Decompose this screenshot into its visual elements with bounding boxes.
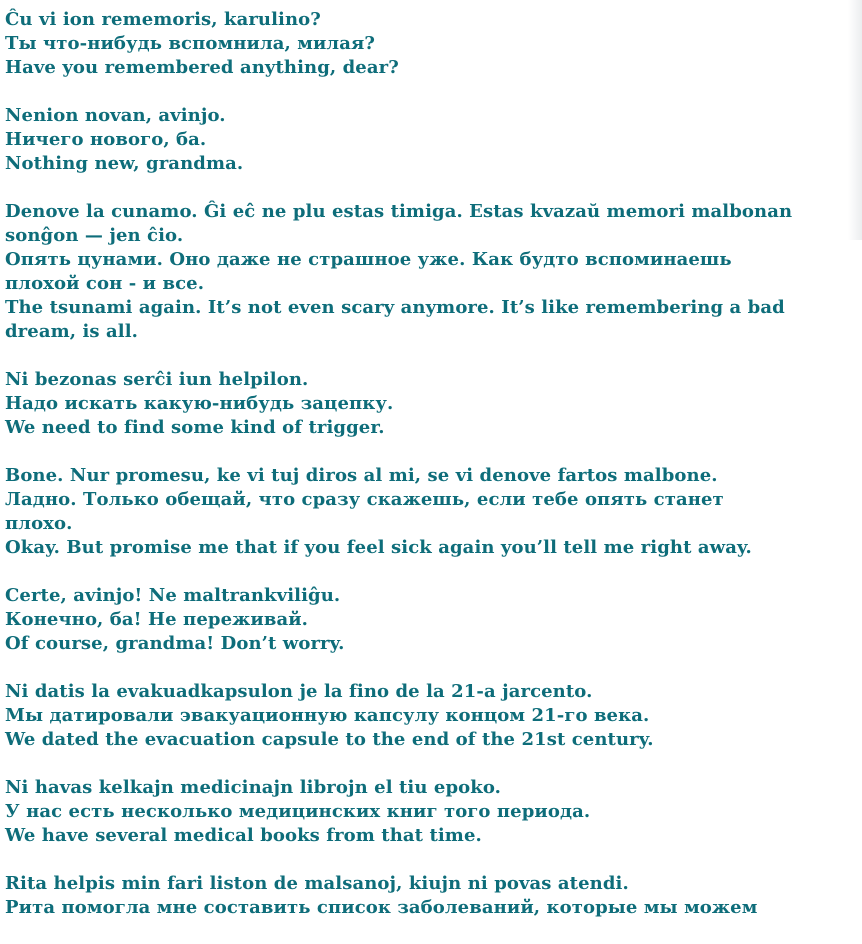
line-esperanto: Bone. Nur promesu, ke vi tuj diros al mi, se vi denove fartos malbone.: [5, 465, 718, 486]
line-english: We have several medical books from that time.: [5, 825, 482, 846]
dialogue-block: [5, 872, 795, 920]
dialogue-block: [5, 200, 795, 344]
line-russian: Рита помогла мне составить список заболеваний, которые мы можем: [5, 897, 758, 918]
dialogue-block: [5, 8, 795, 80]
line-esperanto: Ni havas kelkajn medicinajn librojn el tiu epoko.: [5, 777, 501, 798]
line-russian: Мы датировали эвакуационную капсулу концом 21-го века.: [5, 705, 650, 726]
line-russian: Ты что-нибудь вспомнила, милая?: [5, 33, 376, 54]
line-english: Of course, grandma! Don’t worry.: [5, 633, 345, 654]
line-esperanto: Certe, avinjo! Ne maltrankviliĝu.: [5, 585, 341, 606]
line-russian: Ничего нового, ба.: [5, 129, 207, 150]
dialogue-block: [5, 104, 795, 176]
scroll-edge-shadow: [848, 0, 862, 240]
line-esperanto: Nenion novan, avinjo.: [5, 105, 226, 126]
line-russian: Опять цунами. Оно даже не страшное уже. Как будто вспоминаешь плохой сон - и все.: [5, 249, 732, 294]
line-esperanto: Ni bezonas serĉi iun helpilon.: [5, 369, 309, 390]
line-russian: У нас есть несколько медицинских книг того периода.: [5, 801, 591, 822]
dialogue-block: [5, 368, 795, 440]
line-esperanto: Ni datis la evakuadkapsulon je la fino de la 21-a jarcento.: [5, 681, 593, 702]
dialogue-block: [5, 680, 795, 752]
dialogue-block: [5, 776, 795, 848]
line-english: Nothing new, grandma.: [5, 153, 244, 174]
line-english: Okay. But promise me that if you feel sick again you’ll tell me right away.: [5, 537, 752, 558]
line-russian: Конечно, ба! Не переживай.: [5, 609, 309, 630]
line-esperanto: Ĉu vi ion rememoris, karulino?: [5, 9, 321, 30]
line-english: The tsunami again. It’s not even scary anymore. It’s like remembering a bad dream, is all.: [5, 297, 785, 342]
line-esperanto: Rita helpis min fari liston de malsanoj, kiujn ni povas atendi.: [5, 873, 629, 894]
line-english: We need to find some kind of trigger.: [5, 417, 385, 438]
dialogue-block: [5, 584, 795, 656]
line-russian: Ладно. Только обещай, что сразу скажешь, если тебе опять станет плохо.: [5, 489, 724, 534]
line-english: We dated the evacuation capsule to the end of the 21st century.: [5, 729, 654, 750]
line-english: Have you remembered anything, dear?: [5, 57, 399, 78]
dialogue-text: [5, 8, 795, 944]
line-russian: Надо искать какую-нибудь зацепку.: [5, 393, 394, 414]
dialogue-block: [5, 464, 795, 560]
line-esperanto: Denove la cunamo. Ĝi eĉ ne plu estas timiga. Estas kvazaŭ memori malbonan sonĝon — jen ĉio.: [5, 201, 793, 246]
